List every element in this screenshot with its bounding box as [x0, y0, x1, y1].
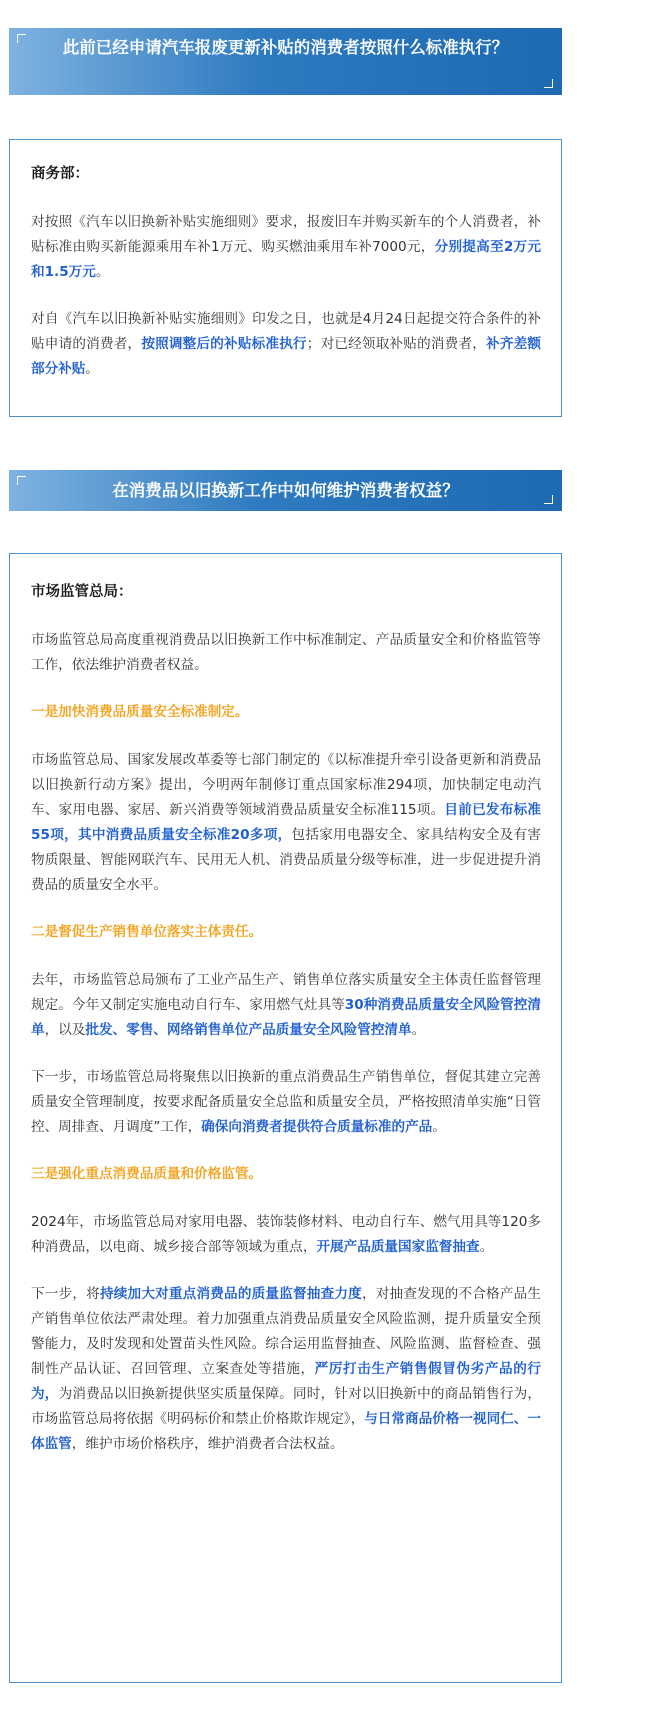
body-text: 市场监管总局、国家发展改革委等七部门制定的《以标准提升牵引设备更新和消费品以旧换新行动方案》提出，今明两年制修订重点国家标准294项，加快制定电动汽车、家用电器、家居、新兴消费等领域消费品质量安全标准115项。 — [31, 752, 541, 818]
answer-paragraph-1 — [31, 210, 541, 285]
body-text: 。 — [479, 1239, 494, 1255]
highlight-text: 持续加大对重点消费品的质量监督抽查力度 — [99, 1286, 362, 1302]
body-text: 包括家用电器安全、家具结构安全及有害物质限量、智能网联汽车、民用无人机、消费品质量分级等标准，进一步促进提升消费品的质量安全水平。 — [31, 827, 541, 893]
point-1-paragraph — [31, 748, 541, 898]
highlight-text: 开展产品质量国家监督抽查 — [316, 1239, 480, 1255]
body-text: 对自《汽车以旧换新补贴实施细则》印发之日，也就是4月24日起提交符合条件的补贴申请的消费者， — [31, 311, 541, 352]
speaker-label-1: 商务部： — [31, 166, 89, 182]
speaker-label-2: 市场监管总局： — [31, 584, 133, 600]
highlight-text: 确保向消费者提供符合质量标准的产品 — [201, 1119, 433, 1135]
body-text: ；对已经领取补贴的消费者， — [306, 336, 487, 352]
question-banner-2 — [9, 470, 562, 511]
body-text: 。 — [411, 1022, 426, 1038]
point-heading-2: 二是督促生产销售单位落实主体责任。 — [31, 924, 263, 940]
corner-bracket-icon — [17, 34, 26, 43]
body-text: 下一步，将 — [31, 1286, 100, 1302]
corner-bracket-icon — [17, 476, 26, 485]
body-text: 对按照《汽车以旧换新补贴实施细则》要求，报废旧车并购买新车的个人消费者，补贴标准由购买新能源乘用车补1万元、购买燃油乘用车补7000元， — [31, 214, 541, 255]
intro-paragraph — [31, 628, 541, 678]
highlight-text: 补齐差额部分补贴 — [31, 336, 542, 377]
body-text: 。 — [432, 1119, 446, 1135]
highlight-text: 30种消费品质量安全风险管控清单 — [31, 997, 542, 1038]
body-text: 。 — [95, 264, 110, 280]
body-text: 为消费品以旧换新提供坚实质量保障。同时，针对以旧换新中的商品销售行为，市场监管总局将依据《明码标价和禁止价格欺诈规定》， — [31, 1386, 541, 1427]
point-heading-1: 一是加快消费品质量安全标准制定。 — [31, 704, 249, 720]
point-3-paragraph-2 — [31, 1282, 541, 1457]
highlight-text: 批发、零售、网络销售单位产品质量安全风险管控清单 — [85, 1022, 412, 1038]
body-text: 2024年，市场监管总局对家用电器、装饰装修材料、电动自行车、燃气用具等120多种消费品，以电商、城乡接合部等领域为重点， — [31, 1214, 541, 1255]
highlight-text: 目前已发布标准55项，其中消费品质量安全标准20多项， — [31, 802, 541, 843]
answer-paragraph-2 — [31, 307, 541, 382]
question-banner-1 — [9, 28, 562, 95]
body-text: 市场监管总局高度重视消费品以旧换新工作中标准制定、产品质量安全和价格监管等工作，依法维护消费者权益。 — [31, 632, 541, 673]
highlight-text: 严厉打击生产销售假冒伪劣产品的行为， — [31, 1361, 542, 1402]
point-2-paragraph-2 — [31, 1065, 541, 1140]
body-text: ，维护市场价格秩序，维护消费者合法权益。 — [71, 1436, 344, 1452]
point-heading-3: 三是强化重点消费品质量和价格监管。 — [31, 1166, 263, 1182]
answer-card-2 — [9, 553, 562, 1683]
highlight-text: 分别提高至2万元和1.5万元 — [31, 239, 541, 280]
question-title-1: 此前已经申请汽车报废更新补贴的消费者按照什么标准执行？ — [62, 38, 509, 57]
body-text: 。 — [85, 361, 99, 377]
body-text: ，以及 — [44, 1022, 86, 1038]
body-text: 去年，市场监管总局颁布了工业产品生产、销售单位落实质量安全主体责任监督管理规定。今年又制定实施电动自行车、家用燃气灶具等 — [31, 972, 541, 1013]
highlight-text: 与日常商品价格一视同仁、一体监管 — [31, 1411, 541, 1452]
highlight-text: 按照调整后的补贴标准执行 — [141, 336, 307, 352]
corner-bracket-icon — [544, 495, 553, 504]
body-text: ，对抽查发现的不合格产品生产销售单位依法严肃处理。着力加强重点消费品质量安全风险监测，提升质量安全预警能力，及时发现和处置苗头性风险。综合运用监督抽查、风险监测、监督检查、强制性产品认证、召回管理、立案查处等措施， — [31, 1286, 542, 1377]
point-2-paragraph-1 — [31, 968, 541, 1043]
point-3-paragraph-1 — [31, 1210, 541, 1260]
answer-card-1 — [9, 139, 562, 417]
corner-bracket-icon — [544, 79, 553, 88]
body-text: 下一步，市场监管总局将聚焦以旧换新的重点消费品生产销售单位，督促其建立完善质量安全管理制度，按要求配备质量安全总监和质量安全员，严格按照清单实施“日管控、周排查、月调度”工作， — [31, 1069, 542, 1135]
question-title-2: 在消费品以旧换新工作中如何维护消费者权益？ — [112, 481, 459, 500]
